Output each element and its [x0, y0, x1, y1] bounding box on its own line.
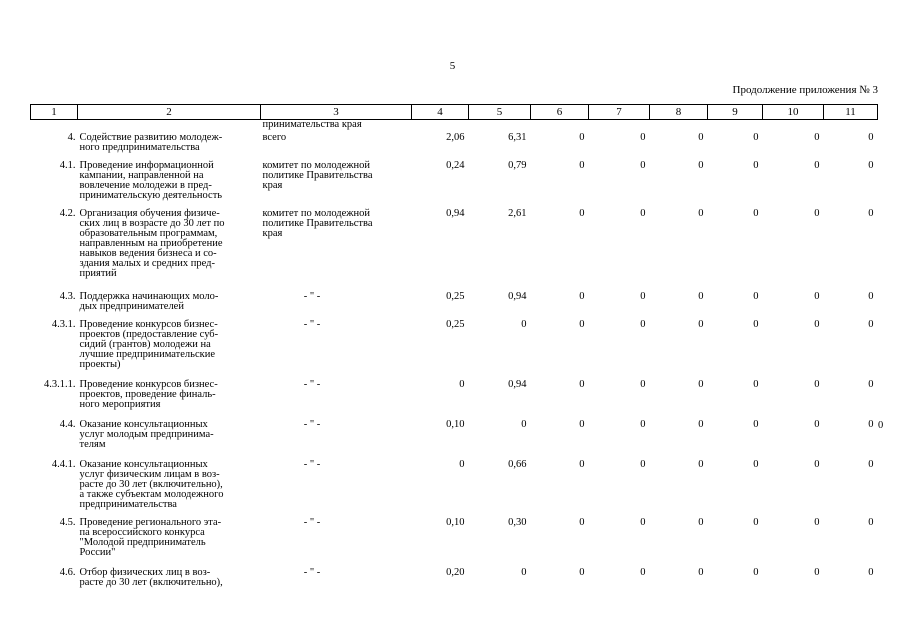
appendix-table — [30, 104, 878, 596]
row-value: 0 — [579, 318, 585, 330]
row-executor: - " - — [303, 290, 321, 302]
row-value: 0 — [698, 290, 704, 302]
column-header: 3 — [261, 105, 412, 120]
row-value: 0 — [698, 159, 704, 171]
row-description: Поддержка начинающих моло- дых предпринимателей — [79, 290, 219, 312]
page-number: 5 — [449, 60, 456, 72]
row-value: 0 — [698, 378, 704, 390]
row-value: 0 — [868, 290, 874, 302]
row-code: 4.3.1. — [51, 318, 76, 330]
table-row — [31, 133, 878, 161]
row-value: 0 — [698, 131, 704, 143]
row-description: Оказание консультационных услуг физическим лицам в воз- расте до 30 лет (включительно), а также субъектам молодежного предпринимательства — [79, 458, 224, 510]
row-value: 0 — [814, 207, 820, 219]
row-executor: комитет по молодежной политике Правительства края — [262, 159, 373, 191]
row-executor: - " - — [303, 566, 321, 578]
row-value: 0 — [868, 566, 874, 578]
row-description: Содействие развитию молодеж- ного предпринимательства — [79, 131, 223, 153]
row-value: 0 — [579, 159, 585, 171]
row-value: 0 — [814, 131, 820, 143]
row-value: 0 — [753, 290, 759, 302]
table-row — [31, 568, 878, 596]
row-value: 0 — [868, 458, 874, 470]
row-value: 0 — [868, 159, 874, 171]
row-value: 0 — [753, 207, 759, 219]
row-description: Организация обучения физиче- ских лиц в возрасте до 30 лет по образовательным программам, направленным на приобретение навыков ведения бизнеса и со- здания малых и средних пред- приятий — [79, 207, 225, 279]
row-value: 0 — [579, 131, 585, 143]
carryover-row — [31, 120, 878, 133]
table-row — [31, 518, 878, 568]
row-value: 0 — [640, 516, 646, 528]
row-executor: - " - — [303, 516, 321, 528]
column-header: 4 — [412, 105, 469, 120]
row-value: 0,66 — [508, 458, 527, 470]
column-header: 11 — [824, 105, 878, 120]
row-value: 0 — [698, 207, 704, 219]
row-value: 0 — [868, 318, 874, 330]
row-value: 0 — [640, 458, 646, 470]
row-value: 0,30 — [508, 516, 527, 528]
row-value: 0 — [753, 458, 759, 470]
row-value: 0 — [814, 159, 820, 171]
carryover-text: принимательства края — [262, 119, 362, 130]
row-value: 6,31 — [508, 131, 527, 143]
row-description: Проведение конкурсов бизнес- проектов (предоставление суб- сидий (грантов) молодежи на лучшие предпринимательские проекты) — [79, 318, 219, 370]
row-description: Проведение информационной кампании, направленной на вовлечение молодежи в пред- принимательскую деятельность — [79, 159, 223, 201]
column-header: 2 — [78, 105, 261, 120]
row-value: 0 — [579, 516, 585, 528]
row-value: 0 — [579, 378, 585, 390]
row-value: 0 — [753, 159, 759, 171]
row-value: 0 — [640, 290, 646, 302]
row-value: 0,10 — [446, 418, 465, 430]
row-value: 0 — [868, 131, 874, 143]
table-row — [31, 420, 878, 460]
row-description: Проведение регионального эта- па всероссийского конкурса "Молодой предприниматель России" — [79, 516, 222, 558]
row-value: 0 — [753, 131, 759, 143]
row-value: 2,61 — [508, 207, 527, 219]
row-code: 4.6. — [59, 566, 76, 578]
row-value: 0 — [753, 418, 759, 430]
column-header: 1 — [31, 105, 78, 120]
row-value: 0 — [753, 318, 759, 330]
table-row — [31, 320, 878, 380]
row-value: 0,94 — [508, 290, 527, 302]
row-code: 4.3. — [59, 290, 76, 302]
row-value: 0 — [698, 566, 704, 578]
row-executor: - " - — [303, 378, 321, 390]
row-code: 4.5. — [59, 516, 76, 528]
row-code: 4. — [67, 131, 76, 143]
row-description: Проведение конкурсов бизнес- проектов, проведение финаль- ного мероприятия — [79, 378, 218, 410]
row-value: 0 — [868, 378, 874, 390]
appendix-continuation-note: Продолжение приложения № 3 — [732, 84, 878, 96]
column-header: 8 — [650, 105, 708, 120]
table-row — [31, 380, 878, 420]
row-value: 0,79 — [508, 159, 527, 171]
table-row — [31, 292, 878, 320]
row-value: 0 — [814, 566, 820, 578]
row-value: 0 — [579, 458, 585, 470]
column-header: 7 — [589, 105, 650, 120]
row-value: 0 — [753, 566, 759, 578]
row-value: 0 — [459, 458, 465, 470]
row-value: 0 — [868, 207, 874, 219]
row-value: 0 — [579, 566, 585, 578]
stray-mark: 0 — [878, 419, 884, 431]
column-header: 10 — [763, 105, 824, 120]
table-header-row — [31, 105, 878, 120]
row-value: 0 — [698, 418, 704, 430]
row-value: 0 — [640, 131, 646, 143]
row-value: 0,24 — [446, 159, 465, 171]
row-code: 4.4. — [59, 418, 76, 430]
row-value: 0 — [753, 378, 759, 390]
row-code: 4.1. — [59, 159, 76, 171]
row-value: 0 — [698, 458, 704, 470]
row-value: 0 — [814, 290, 820, 302]
column-header: 5 — [469, 105, 531, 120]
row-value: 0 — [814, 418, 820, 430]
row-value: 0 — [459, 378, 465, 390]
row-value: 0 — [640, 318, 646, 330]
row-value: 0 — [640, 159, 646, 171]
row-value: 0 — [868, 516, 874, 528]
row-value: 0 — [521, 418, 527, 430]
row-value: 0,94 — [508, 378, 527, 390]
row-value: 0 — [640, 418, 646, 430]
row-value: 0 — [814, 378, 820, 390]
row-executor: комитет по молодежной политике Правительства края — [262, 207, 373, 239]
table-row — [31, 209, 878, 292]
row-value: 0 — [868, 418, 874, 430]
row-value: 0,25 — [446, 290, 465, 302]
row-value: 0 — [814, 516, 820, 528]
row-value: 0 — [698, 318, 704, 330]
column-header: 9 — [708, 105, 763, 120]
row-value: 0,25 — [446, 318, 465, 330]
row-code: 4.4.1. — [51, 458, 76, 470]
table-row — [31, 460, 878, 518]
row-value: 2,06 — [446, 131, 465, 143]
row-value: 0 — [521, 318, 527, 330]
row-value: 0,20 — [446, 566, 465, 578]
row-executor: - " - — [303, 318, 321, 330]
row-value: 0 — [814, 458, 820, 470]
row-value: 0 — [579, 418, 585, 430]
row-value: 0 — [640, 378, 646, 390]
row-value: 0,94 — [446, 207, 465, 219]
row-value: 0 — [521, 566, 527, 578]
row-value: 0 — [640, 207, 646, 219]
row-value: 0 — [579, 290, 585, 302]
row-code: 4.3.1.1. — [44, 378, 76, 390]
row-value: 0,10 — [446, 516, 465, 528]
row-code: 4.2. — [59, 207, 76, 219]
column-header: 6 — [531, 105, 589, 120]
row-description: Оказание консультационных услуг молодым предпринима- телям — [79, 418, 214, 450]
row-value: 0 — [814, 318, 820, 330]
row-value: 0 — [698, 516, 704, 528]
row-value: 0 — [579, 207, 585, 219]
row-executor: всего — [262, 131, 287, 143]
row-executor: - " - — [303, 458, 321, 470]
row-value: 0 — [640, 566, 646, 578]
row-executor: - " - — [303, 418, 321, 430]
row-value: 0 — [753, 516, 759, 528]
table-row — [31, 161, 878, 209]
row-description: Отбор физических лиц в воз- расте до 30 лет (включительно), — [79, 566, 223, 588]
